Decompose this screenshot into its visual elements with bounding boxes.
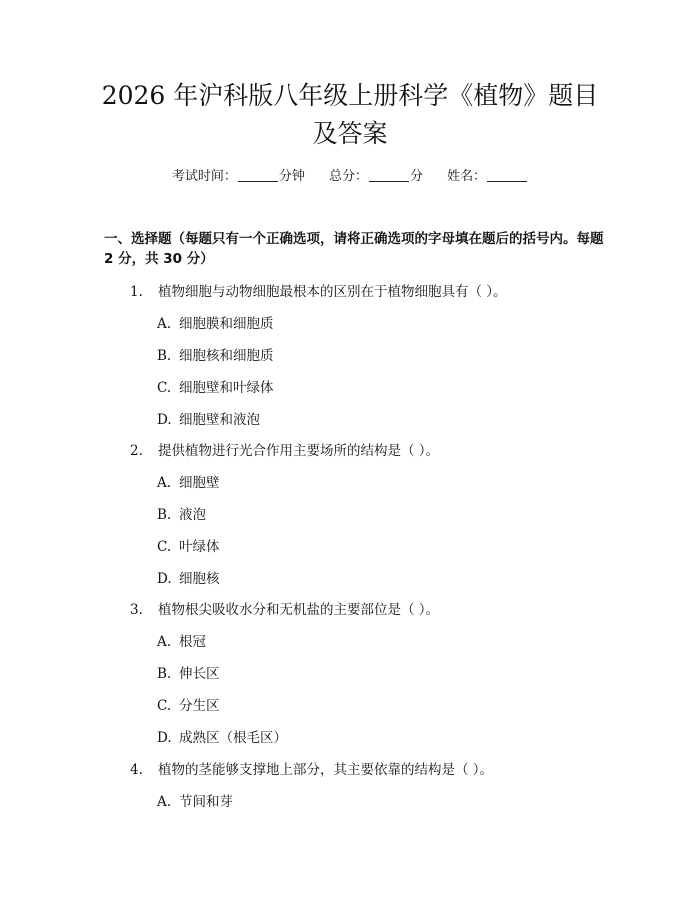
option-letter: D. xyxy=(157,730,172,746)
question-2-option-c[interactable] xyxy=(157,537,220,557)
student-name-label: 姓名： xyxy=(447,169,487,184)
option-text: 细胞壁和叶绿体 xyxy=(179,380,274,396)
question-number: 1. xyxy=(130,284,143,300)
question-4-option-a[interactable] xyxy=(157,792,233,812)
student-name-blank[interactable] xyxy=(487,167,527,182)
question-1-option-c[interactable] xyxy=(157,378,274,398)
question-2-option-b[interactable] xyxy=(157,505,206,525)
option-letter: D. xyxy=(157,412,172,428)
option-letter: C. xyxy=(157,698,172,714)
student-name-field xyxy=(447,167,528,187)
question-2-option-d[interactable] xyxy=(157,569,220,589)
option-letter: A. xyxy=(157,794,172,810)
question-3-option-d[interactable] xyxy=(157,728,287,748)
question-text: 植物细胞与动物细胞最根本的区别在于植物细胞具有（ ）。 xyxy=(158,284,507,300)
option-text: 细胞壁和液泡 xyxy=(179,412,260,428)
question-3-option-c[interactable] xyxy=(157,696,220,716)
option-text: 成熟区（根毛区） xyxy=(179,730,287,746)
section-heading: 一、选择题（每题只有一个正确选项，请将正确选项的字母填在题后的括号内。每题 2 分，共 30 分） xyxy=(104,231,604,267)
total-score-blank[interactable] xyxy=(369,167,409,182)
option-text: 分生区 xyxy=(179,698,220,714)
question-text: 提供植物进行光合作用主要场所的结构是（ ）。 xyxy=(158,443,440,459)
exam-info-line xyxy=(0,167,700,187)
total-score-label: 总分： xyxy=(328,169,368,184)
option-letter: D. xyxy=(157,571,172,587)
option-letter: B. xyxy=(157,666,172,682)
option-letter: A. xyxy=(157,475,172,491)
exam-time-field xyxy=(172,167,305,187)
option-text: 细胞核和细胞质 xyxy=(179,348,274,364)
question-3-option-b[interactable] xyxy=(157,664,220,684)
option-text: 细胞膜和细胞质 xyxy=(179,316,274,332)
question-1-option-a[interactable] xyxy=(157,314,274,334)
option-letter: C. xyxy=(157,539,172,555)
question-number: 4. xyxy=(130,762,143,778)
question-number: 2. xyxy=(130,443,143,459)
question-3 xyxy=(130,600,439,620)
total-score-field xyxy=(329,167,423,187)
question-1-option-d[interactable] xyxy=(157,410,260,430)
question-number: 3. xyxy=(130,602,143,618)
option-letter: B. xyxy=(157,348,172,364)
option-letter: B. xyxy=(157,507,172,523)
option-letter: A. xyxy=(157,634,172,650)
question-text: 植物的茎能够支撑地上部分，其主要依靠的结构是（ ）。 xyxy=(158,762,494,778)
option-text: 节间和芽 xyxy=(179,794,233,810)
question-2 xyxy=(130,441,439,461)
question-4 xyxy=(130,760,493,780)
page-title-line-2: 及答案 xyxy=(312,119,388,148)
question-text: 植物根尖吸收水分和无机盐的主要部位是（ ）。 xyxy=(158,602,440,618)
page-title-line-1: 2026 年沪科版八年级上册科学《植物》题目 xyxy=(101,81,599,110)
option-text: 叶绿体 xyxy=(179,539,220,555)
exam-time-blank[interactable] xyxy=(238,167,278,182)
total-score-unit: 分 xyxy=(410,169,424,184)
question-3-option-a[interactable] xyxy=(157,632,206,652)
option-text: 细胞壁 xyxy=(179,475,220,491)
exam-time-label: 考试时间： xyxy=(171,169,237,184)
question-1 xyxy=(130,282,507,302)
option-text: 伸长区 xyxy=(179,666,220,682)
question-2-option-a[interactable] xyxy=(157,473,220,493)
option-letter: C. xyxy=(157,380,172,396)
option-text: 液泡 xyxy=(179,507,206,523)
option-text: 根冠 xyxy=(179,634,206,650)
option-letter: A. xyxy=(157,316,172,332)
question-1-option-b[interactable] xyxy=(157,346,274,366)
option-text: 细胞核 xyxy=(179,571,220,587)
exam-time-unit: 分钟 xyxy=(278,169,305,184)
